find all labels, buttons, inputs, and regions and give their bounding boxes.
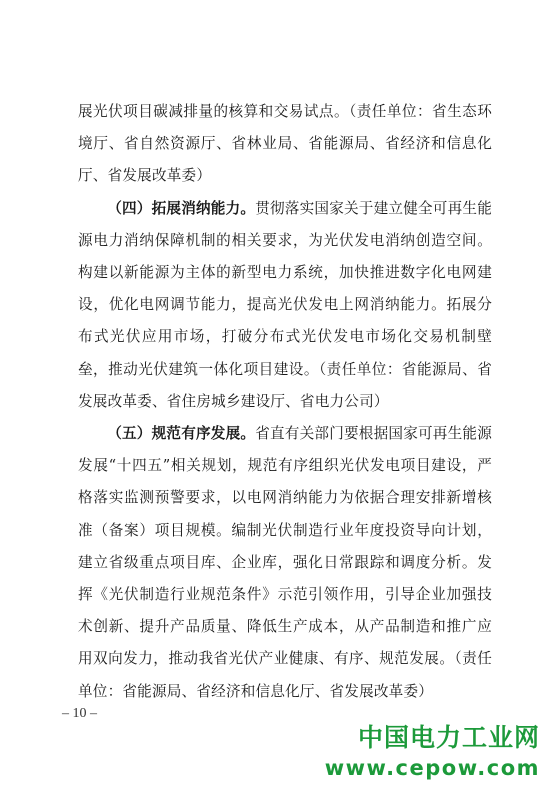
paragraph-section-5 — [78, 418, 492, 708]
paragraph-text: 贯彻落实国家关于建立健全可再生能源电力消纳保障机制的相关要求，为光伏发电消纳创造空间。构建以新能源为主体的新型电力系统，加快推进数字化电网建设，优化电网调节能力，提高光伏发电上网消纳能力。拓展分布式光伏应用市场，打破分布式光伏发电市场化交易机制壁垒，推动光伏建筑一体化项目建设。（责任单位：省能源局、省发展改革委、省住房城乡建设厅、省电力公司） — [78, 199, 492, 410]
paragraph-continuation — [78, 96, 492, 193]
watermark-url: www.cepow.com — [324, 756, 540, 780]
section-heading: （四）拓展消纳能力。 — [107, 199, 256, 217]
paragraph-text: 展光伏项目碳减排量的核算和交易试点。（责任单位：省生态环境厅、省自然资源厅、省林业局、省能源局、省经济和信息化厅、省发展改革委） — [78, 103, 492, 185]
section-heading: （五）规范有序发展。 — [107, 425, 256, 443]
paragraph-section-4 — [78, 193, 492, 418]
watermark-name: 中国电力工业网 — [357, 723, 540, 752]
paragraph-text: 省直有关部门要根据国家可再生能源发展“十四五”相关规划，规范有序组织光伏发电项目建设，严格落实监测预警要求，以电网消纳能力为依据合理安排新增核准（备案）项目规模。编制光伏制造行业年度投资导向计划，建立省级重点项目库、企业库，强化日常跟踪和调度分析。发挥《光伏制造行业规范条件》示范引领作用，引导企业加强技术创新、提升产品质量、降低生产成本，从产品制造和推广应用双向发力，推动我省光伏产业健康、有序、规范发展。（责任单位：省能源局、省经济和信息化厅、省发展改革委） — [78, 425, 492, 700]
document-body — [78, 96, 492, 708]
site-watermark — [325, 722, 540, 782]
page-number: – 10 – — [62, 706, 97, 721]
